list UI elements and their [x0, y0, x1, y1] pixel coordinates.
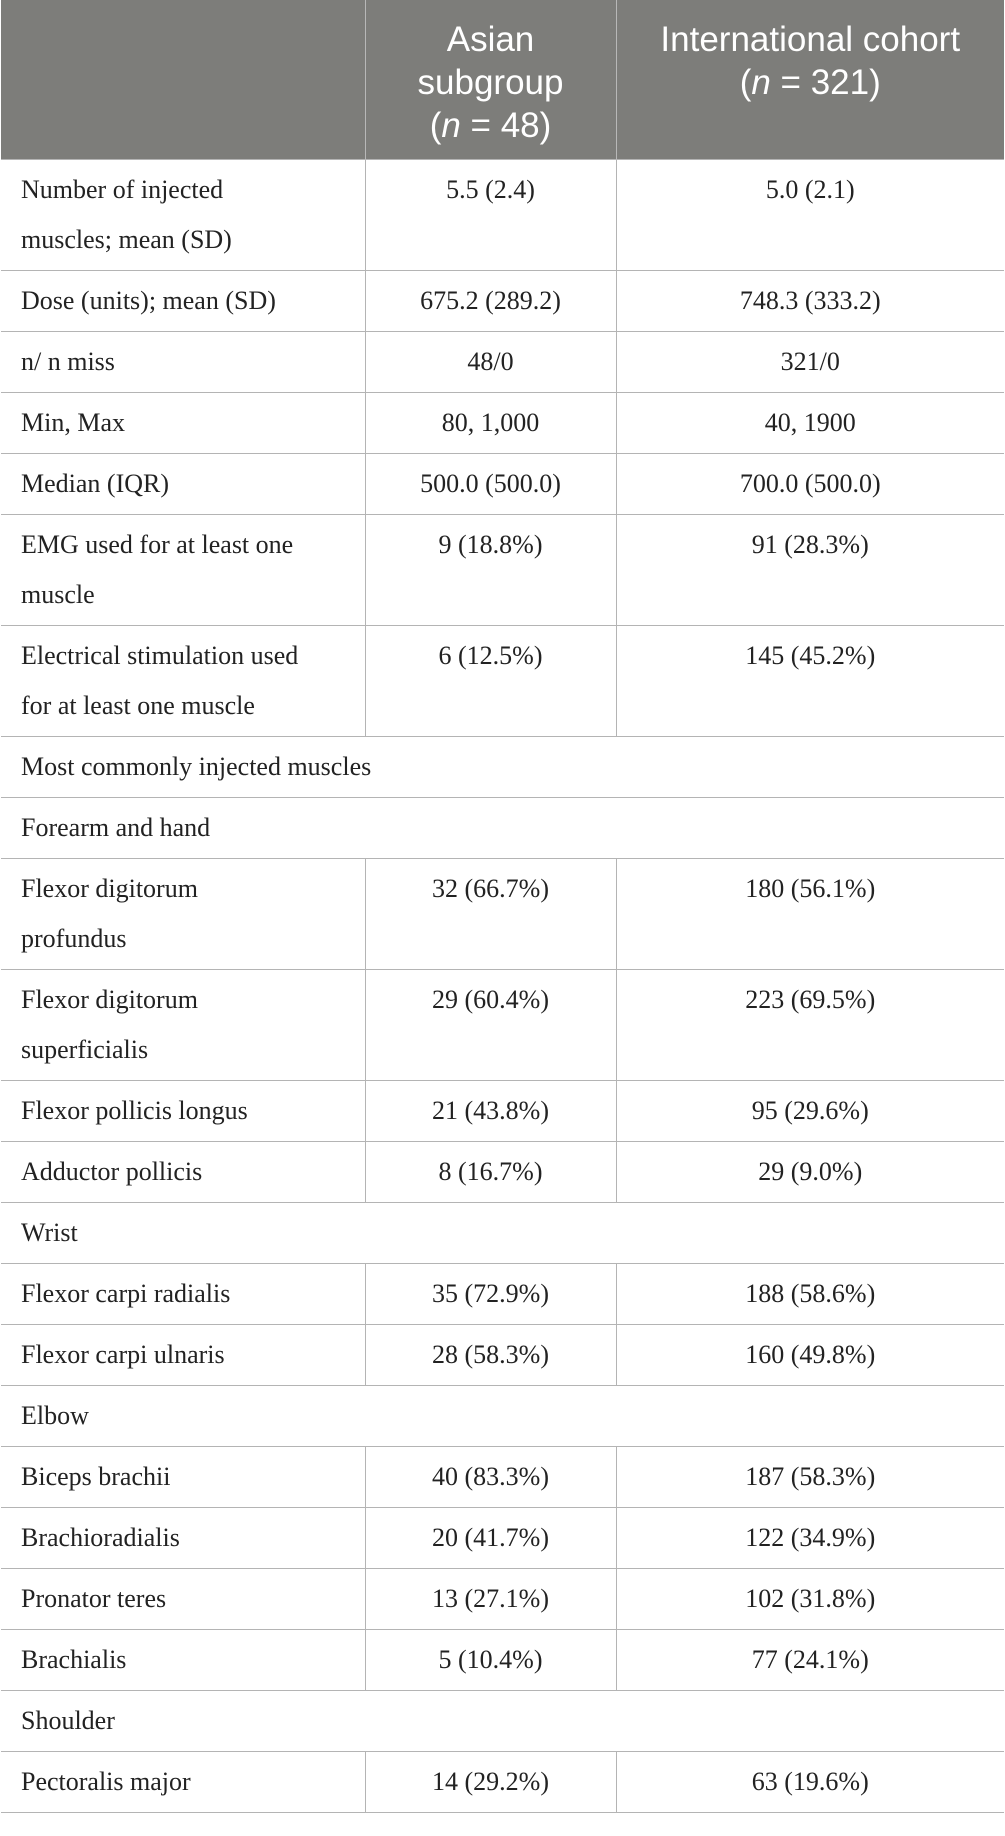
- row-label-line1: Brachialis: [21, 1645, 127, 1674]
- row-label: [1, 271, 365, 332]
- table-row: [1, 1508, 1004, 1569]
- table-row: [1, 515, 1004, 626]
- row-label: [1, 393, 365, 454]
- asian-subgroup-value: 80, 1,000: [365, 393, 616, 454]
- row-label: [1, 1569, 365, 1630]
- row-label: [1, 626, 365, 737]
- row-label: [1, 332, 365, 393]
- asian-subgroup-value: 13 (27.1%): [365, 1569, 616, 1630]
- international-cohort-value: 5.0 (2.1): [616, 160, 1004, 271]
- row-label-line2: muscle: [21, 580, 95, 609]
- asian-subgroup-value: 29 (60.4%): [365, 970, 616, 1081]
- section-label: Forearm and hand: [1, 798, 1004, 859]
- row-label: [1, 1142, 365, 1203]
- row-label: [1, 1264, 365, 1325]
- row-label: [1, 160, 365, 271]
- header-asian-n-value: = 48): [460, 106, 552, 145]
- asian-subgroup-value: 20 (41.7%): [365, 1508, 616, 1569]
- row-label-line1: Pectoralis major: [21, 1767, 191, 1796]
- international-cohort-value: 145 (45.2%): [616, 626, 1004, 737]
- row-label-line1: Flexor pollicis longus: [21, 1096, 248, 1125]
- row-label-line1: Flexor carpi ulnaris: [21, 1340, 225, 1369]
- asian-subgroup-value: 35 (72.9%): [365, 1264, 616, 1325]
- data-table: [1, 0, 1004, 1813]
- header-intl-line1: International cohort: [660, 20, 961, 59]
- section-row: [1, 798, 1004, 859]
- table-row: [1, 1569, 1004, 1630]
- row-label: [1, 1325, 365, 1386]
- international-cohort-value: 321/0: [616, 332, 1004, 393]
- header-asian-n-open: (: [429, 106, 442, 145]
- row-label: [1, 970, 365, 1081]
- row-label-line2: superficialis: [21, 1035, 149, 1064]
- header-intl-n-open: (: [739, 63, 752, 102]
- section-label: Elbow: [1, 1386, 1004, 1447]
- row-label: [1, 1630, 365, 1691]
- row-label-line1: Biceps brachii: [21, 1462, 171, 1491]
- international-cohort-value: 223 (69.5%): [616, 970, 1004, 1081]
- table-row: [1, 160, 1004, 271]
- international-cohort-value: 95 (29.6%): [616, 1081, 1004, 1142]
- table-body: [1, 160, 1004, 1813]
- international-cohort-value: 187 (58.3%): [616, 1447, 1004, 1508]
- section-row: [1, 1386, 1004, 1447]
- asian-subgroup-value: 40 (83.3%): [365, 1447, 616, 1508]
- header-asian-line2: subgroup: [417, 63, 564, 102]
- header-intl-n-symbol: n: [751, 63, 771, 102]
- international-cohort-value: 40, 1900: [616, 393, 1004, 454]
- header-intl-n-value: = 321): [770, 63, 881, 102]
- row-label: [1, 1508, 365, 1569]
- table-header: [1, 0, 1004, 160]
- section-label: Shoulder: [1, 1691, 1004, 1752]
- international-cohort-value: 77 (24.1%): [616, 1630, 1004, 1691]
- row-label: [1, 1081, 365, 1142]
- row-label-line1: EMG used for at least one: [21, 530, 294, 559]
- table-row: [1, 859, 1004, 970]
- table-row: [1, 393, 1004, 454]
- asian-subgroup-value: 5.5 (2.4): [365, 160, 616, 271]
- row-label: [1, 515, 365, 626]
- row-label-line2: for at least one muscle: [21, 691, 255, 720]
- section-label: Wrist: [1, 1203, 1004, 1264]
- section-row: [1, 1691, 1004, 1752]
- international-cohort-value: 160 (49.8%): [616, 1325, 1004, 1386]
- header-international-cohort: [616, 0, 1004, 160]
- row-label-line1: Flexor carpi radialis: [21, 1279, 231, 1308]
- table-row: [1, 1142, 1004, 1203]
- asian-subgroup-value: 9 (18.8%): [365, 515, 616, 626]
- row-label-line1: n/ n miss: [21, 347, 115, 376]
- header-empty-cell: [1, 0, 365, 160]
- row-label-line1: Flexor digitorum: [21, 985, 198, 1014]
- asian-subgroup-value: 5 (10.4%): [365, 1630, 616, 1691]
- row-label-line1: Electrical stimulation used: [21, 641, 299, 670]
- asian-subgroup-value: 675.2 (289.2): [365, 271, 616, 332]
- section-row: [1, 1203, 1004, 1264]
- international-cohort-value: 91 (28.3%): [616, 515, 1004, 626]
- row-label-line2: muscles; mean (SD): [21, 225, 232, 254]
- international-cohort-value: 188 (58.6%): [616, 1264, 1004, 1325]
- table-row: [1, 1081, 1004, 1142]
- table-row: [1, 1752, 1004, 1813]
- table-row: [1, 626, 1004, 737]
- table-row: [1, 332, 1004, 393]
- table-row: [1, 1630, 1004, 1691]
- row-label: [1, 1752, 365, 1813]
- asian-subgroup-value: 21 (43.8%): [365, 1081, 616, 1142]
- international-cohort-value: 29 (9.0%): [616, 1142, 1004, 1203]
- table-row: [1, 1325, 1004, 1386]
- section-label: Most commonly injected muscles: [1, 737, 1004, 798]
- asian-subgroup-value: 500.0 (500.0): [365, 454, 616, 515]
- table-row: [1, 1447, 1004, 1508]
- row-label-line1: Number of injected: [21, 175, 224, 204]
- row-label-line1: Median (IQR): [21, 469, 170, 498]
- row-label: [1, 1447, 365, 1508]
- row-label-line1: Dose (units); mean (SD): [21, 286, 276, 315]
- international-cohort-value: 102 (31.8%): [616, 1569, 1004, 1630]
- asian-subgroup-value: 6 (12.5%): [365, 626, 616, 737]
- table-row: [1, 970, 1004, 1081]
- row-label: [1, 859, 365, 970]
- asian-subgroup-value: 32 (66.7%): [365, 859, 616, 970]
- header-asian-n-symbol: n: [441, 106, 461, 145]
- international-cohort-value: 122 (34.9%): [616, 1508, 1004, 1569]
- asian-subgroup-value: 8 (16.7%): [365, 1142, 616, 1203]
- header-asian-line1: Asian: [446, 20, 535, 59]
- row-label-line1: Min, Max: [21, 408, 125, 437]
- row-label: [1, 454, 365, 515]
- section-row: [1, 737, 1004, 798]
- asian-subgroup-value: 48/0: [365, 332, 616, 393]
- international-cohort-value: 748.3 (333.2): [616, 271, 1004, 332]
- table-row: [1, 1264, 1004, 1325]
- international-cohort-value: 180 (56.1%): [616, 859, 1004, 970]
- table-row: [1, 454, 1004, 515]
- table-row: [1, 271, 1004, 332]
- asian-subgroup-value: 14 (29.2%): [365, 1752, 616, 1813]
- row-label-line1: Brachioradialis: [21, 1523, 180, 1552]
- row-label-line2: profundus: [21, 924, 127, 953]
- header-asian-subgroup: [365, 0, 616, 160]
- international-cohort-value: 700.0 (500.0): [616, 454, 1004, 515]
- row-label-line1: Pronator teres: [21, 1584, 167, 1613]
- row-label-line1: Flexor digitorum: [21, 874, 198, 903]
- asian-subgroup-value: 28 (58.3%): [365, 1325, 616, 1386]
- international-cohort-value: 63 (19.6%): [616, 1752, 1004, 1813]
- row-label-line1: Adductor pollicis: [21, 1157, 203, 1186]
